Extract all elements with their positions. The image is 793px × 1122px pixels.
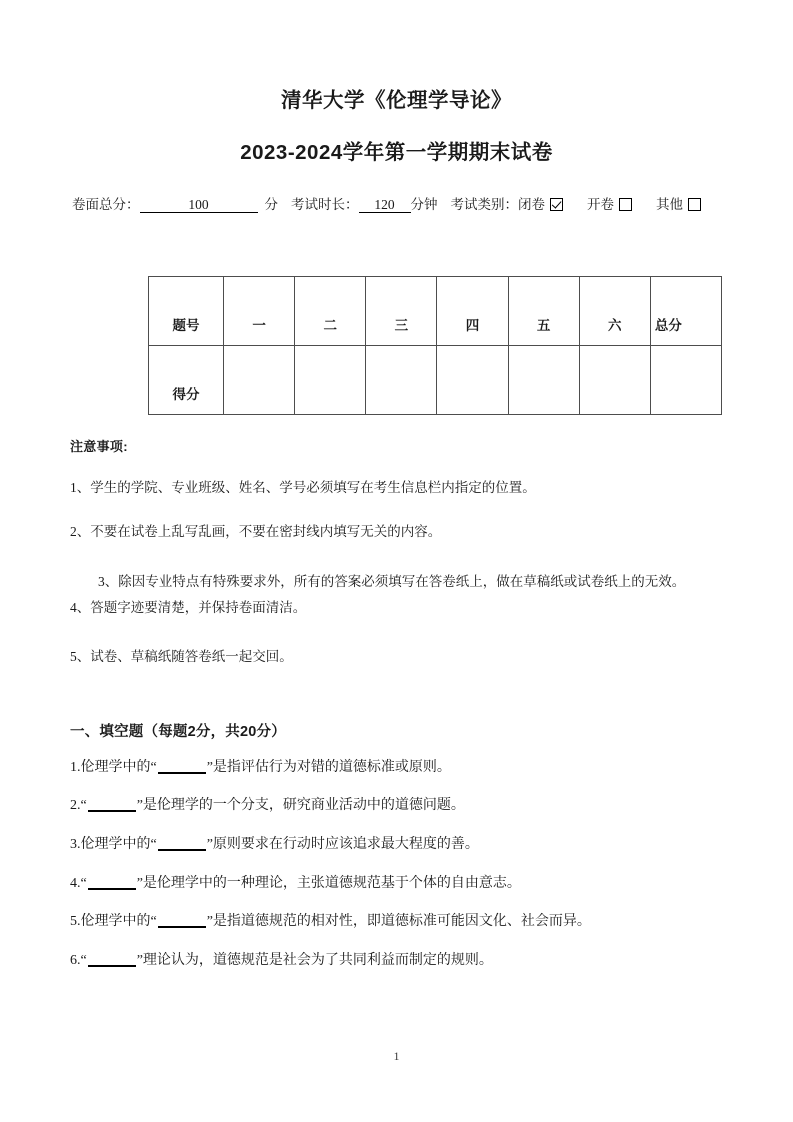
score-cell-4[interactable]: [437, 346, 508, 415]
page-subtitle: 2023-2024学年第一学期期末试卷: [240, 140, 553, 164]
score-cell-total[interactable]: [650, 346, 721, 415]
exam-meta-line: [70, 196, 723, 215]
question-4-suffix: ”是伦理学中的一种理论，主张道德规范基于个体的自由意志。: [136, 875, 521, 891]
fill-blank-3[interactable]: [158, 838, 206, 851]
question-5-suffix: ”是指道德规范的相对性，即道德标准可能因文化、社会而异。: [206, 914, 591, 930]
notices-heading: 注意事项:: [70, 439, 128, 455]
score-cell-5[interactable]: [508, 346, 579, 415]
notice-item-3: 3、除因专业特点有特殊要求外，所有的答案必须填写在答卷纸上，做在草稿纸或试卷纸上的无效。: [98, 573, 686, 589]
page-title: 清华大学《伦理学导论》: [281, 89, 512, 112]
table-row: [149, 277, 722, 346]
question-2-prefix: 2.“: [70, 798, 87, 814]
score-cell-6[interactable]: [579, 346, 650, 415]
fill-blank-5[interactable]: [158, 915, 206, 928]
question-number-4: 四: [437, 277, 508, 346]
checkbox-open-book[interactable]: [619, 198, 632, 211]
total-score-label: 卷面总分：: [72, 196, 140, 212]
question-number-2: 二: [295, 277, 366, 346]
total-score-header: 总分: [650, 277, 721, 346]
question-4-prefix: 4.“: [70, 875, 87, 891]
question-number-3: 三: [366, 277, 437, 346]
section-heading-fill-in-blank: 一、填空题（每题2分，共20分）: [70, 723, 286, 740]
duration-unit: 分钟: [410, 196, 438, 212]
question-number-5: 五: [508, 277, 579, 346]
fill-blank-6[interactable]: [88, 954, 136, 967]
question-3-suffix: ”原则要求在行动时应该追求最大程度的善。: [206, 836, 479, 852]
question-6-prefix: 6.“: [70, 953, 87, 968]
page-number: 1: [393, 1049, 400, 1063]
duration-label: 考试时长：: [291, 196, 359, 212]
question-number-6: 六: [579, 277, 650, 346]
notice-item-5: 5、试卷、草稿纸随答卷纸一起交回。: [70, 649, 293, 665]
notice-item-2: 2、不要在试卷上乱写乱画，不要在密封线内填写无关的内容。: [70, 523, 442, 539]
exam-type-label: 考试类别：: [450, 196, 518, 212]
exam-type-open-label: 开卷: [587, 196, 614, 212]
total-score-value: 100: [140, 197, 258, 214]
question-2-suffix: ”是伦理学的一个分支，研究商业活动中的道德问题。: [136, 798, 465, 814]
exam-type-closed-label: 闭卷: [518, 196, 545, 212]
row-label-question: 题号: [149, 277, 224, 346]
row-label-score: 得分: [149, 346, 224, 415]
notice-item-4: 4、答题字迹要清楚，并保持卷面清洁。: [70, 600, 307, 616]
question-item-2: [70, 795, 723, 818]
title-block: [70, 0, 723, 169]
checkbox-other[interactable]: [688, 198, 701, 211]
question-1-suffix: ”是指评估行为对错的道德标准或原则。: [206, 759, 451, 775]
duration-value: 120: [359, 197, 411, 214]
question-5-prefix: 5.伦理学中的“: [70, 914, 157, 930]
question-number-1: 一: [224, 277, 295, 346]
fill-blank-1[interactable]: [158, 761, 206, 774]
question-item-5: [70, 911, 723, 934]
checkbox-closed-book[interactable]: [550, 198, 563, 211]
question-item-6: [70, 950, 723, 973]
exam-type-other-label: 其他: [656, 196, 683, 212]
score-table-container: [70, 276, 723, 415]
notice-item-1: 1、学生的学院、专业班级、姓名、学号必须填写在考生信息栏内指定的位置。: [70, 480, 536, 496]
score-table: [148, 276, 722, 415]
question-item-4: [70, 873, 723, 896]
fill-blank-4[interactable]: [88, 877, 136, 890]
fill-blank-2[interactable]: [88, 799, 136, 812]
question-6-suffix: ”理论认为，道德规范是社会为了共同利益而制定的规则。: [136, 953, 493, 968]
table-row: [149, 346, 722, 415]
question-3-prefix: 3.伦理学中的“: [70, 836, 157, 852]
score-cell-3[interactable]: [366, 346, 437, 415]
score-cell-1[interactable]: [224, 346, 295, 415]
score-cell-2[interactable]: [295, 346, 366, 415]
total-score-unit: 分: [264, 196, 278, 212]
question-item-1: [70, 757, 723, 780]
question-1-prefix: 1.伦理学中的“: [70, 759, 157, 775]
question-item-3: [70, 834, 723, 857]
